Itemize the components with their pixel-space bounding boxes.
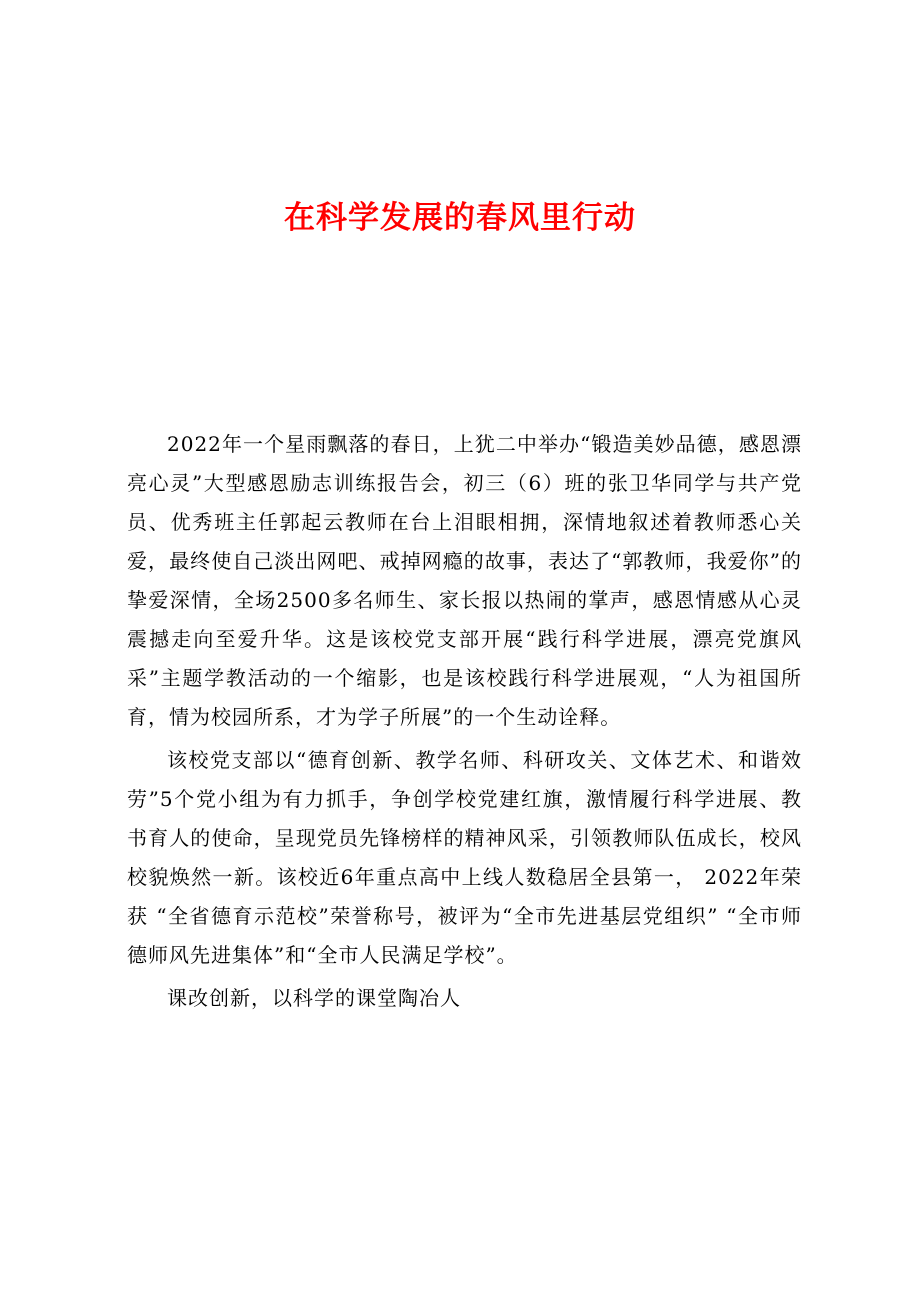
document-body bbox=[127, 425, 802, 1022]
document-title: 在科学发展的春风里行动 bbox=[284, 200, 636, 236]
paragraph-3: 课改创新，以科学的课堂陶冶人 bbox=[167, 986, 461, 1010]
paragraph-2: 该校党支部以“德育创新、教学名师、科研攻关、文体艺术、和谐效劳”5个党小组为有力抓手，争创学校党建红旗，激情履行科学进展、教书育人的使命，呈现党员先锋榜样的精神风采，引领教师队伍成长，校风校貌焕然一新。该校近6年重点高中上线人数稳居全县第一， 2022年荣获 “全省德育示范校”荣誉称号，被评为“全市先进基层党组织” “全市师德师风先进集体”和“全市人民满足学校”。 bbox=[127, 748, 802, 967]
paragraph-1: 2022年一个星雨飘落的春日，上犹二中举办“锻造美妙品德，感恩漂亮心灵”大型感恩励志训练报告会，初三（6）班的张卫华同学与共产党员、优秀班主任郭起云教师在台上泪眼相拥，深情地叙述着教师悉心关爱，最终使自己淡出网吧、戒掉网瘾的故事，表达了“郭教师，我爱你”的挚爱深情，全场2500多名师生、家长报以热闹的掌声，感恩情感从心灵震撼走向至爱升华。这是该校党支部开展“践行科学进展，漂亮党旗风采”主题学教活动的一个缩影，也是该校践行科学进展观，“人为祖国所育，情为校园所系，才为学子所展”的一个生动诠释。 bbox=[127, 432, 802, 729]
